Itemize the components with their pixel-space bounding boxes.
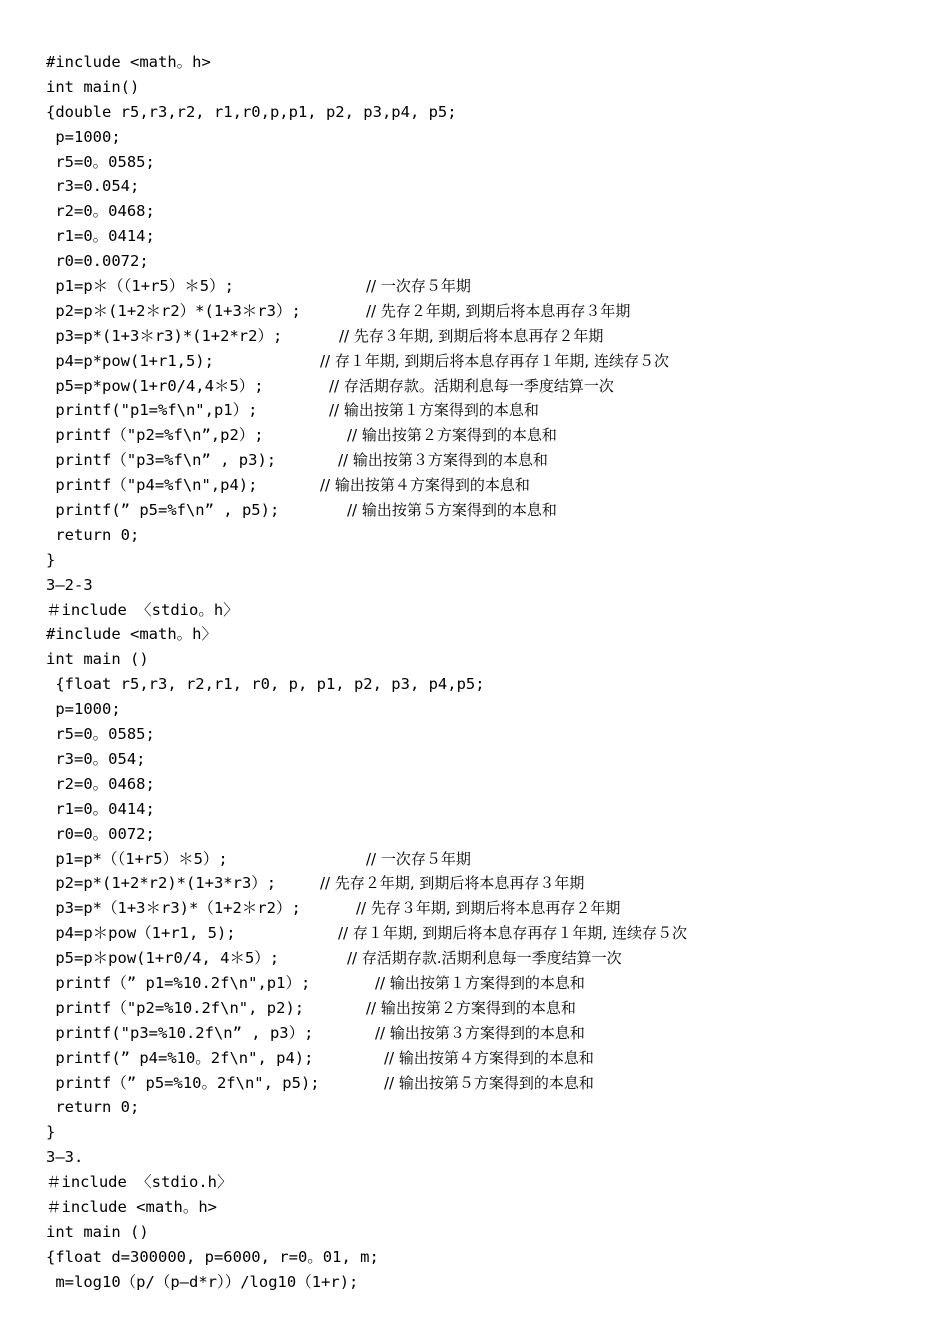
- code-text: int main (): [46, 1222, 149, 1241]
- code-text: r1=0。0414;: [46, 799, 155, 818]
- code-comment: // 输出按第４方案得到的本息和: [320, 476, 530, 495]
- code-line: [46, 598, 926, 623]
- code-text: #include <math。h>: [46, 53, 211, 71]
- code-line: [46, 1270, 926, 1295]
- code-line: [46, 448, 926, 473]
- code-text: printf（"p2=%10.2f\n", p2);: [46, 998, 305, 1017]
- code-text: p3=p*(1+3＊r3)*(1+2*r2）;: [46, 326, 283, 345]
- code-text: printf("p1=%f\n",p1）;: [46, 401, 258, 420]
- code-line: [46, 374, 926, 399]
- code-text: m=log10（p/（p—d*r））/log10（1+r);: [46, 1272, 359, 1291]
- code-text: printf（"p4=%f\n",p4);: [46, 476, 258, 495]
- code-line: [46, 1195, 926, 1220]
- code-line: [46, 697, 926, 722]
- code-text: r5=0。0585;: [46, 725, 155, 744]
- code-line: [46, 847, 926, 872]
- code-text: printf(” p4=%10。2f\n", p4);: [46, 1048, 314, 1067]
- code-comment: // 输出按第１方案得到的本息和: [375, 973, 585, 992]
- code-line: [46, 150, 926, 175]
- code-comment: // 输出按第５方案得到的本息和: [384, 1073, 594, 1092]
- code-line: [46, 573, 926, 598]
- code-text: p4=p*pow(1+r1,5);: [46, 351, 214, 370]
- code-document: [46, 50, 926, 1295]
- code-text: printf(” p5=%f\n” , p5);: [46, 501, 280, 520]
- code-text: r2=0。0468;: [46, 774, 155, 793]
- code-line: [46, 125, 926, 150]
- code-text: p5=p＊pow(1+r0/4, 4＊5）;: [46, 949, 280, 968]
- code-line: [46, 896, 926, 921]
- code-comment: // 输出按第１方案得到的本息和: [329, 401, 539, 420]
- code-comment: // 先存２年期, 到期后将本息再存３年期: [366, 301, 631, 320]
- code-line: [46, 1021, 926, 1046]
- code-text: p3=p*（1+3＊r3)*（1+2＊r2）;: [46, 899, 301, 918]
- code-line: [46, 1046, 926, 1071]
- code-line: [46, 249, 926, 274]
- code-line: [46, 946, 926, 971]
- code-text: int main (): [46, 650, 149, 669]
- code-line: [46, 1120, 926, 1145]
- code-text: }: [46, 1123, 56, 1142]
- code-text: printf("p3=%10.2f\n” , p3）;: [46, 1023, 314, 1042]
- code-comment: // 先存２年期, 到期后将本息再存３年期: [320, 874, 585, 893]
- code-text: p5=p*pow(1+r0/4,4＊5）;: [46, 376, 264, 395]
- code-line: [46, 772, 926, 797]
- code-line: [46, 548, 926, 573]
- code-line: [46, 921, 926, 946]
- code-text: {double r5,r3,r2, r1,r0,p,p1, p2, p3,p4, p5;: [46, 102, 457, 121]
- code-line: [46, 996, 926, 1021]
- code-text: printf（"p2=%f\n”,p2）;: [46, 426, 264, 445]
- code-line: [46, 398, 926, 423]
- code-line: [46, 1145, 926, 1170]
- code-text: r0=0.0072;: [46, 252, 149, 271]
- code-text: r1=0。0414;: [46, 227, 155, 246]
- code-text: p2=p＊(1+2＊r2）*(1+3＊r3）;: [46, 301, 301, 320]
- code-text: p=1000;: [46, 700, 121, 719]
- code-comment: // 存１年期, 到期后将本息存再存１年期, 连续存５次: [320, 351, 669, 370]
- code-text: }: [46, 550, 56, 569]
- code-comment: // 一次存５年期: [366, 849, 471, 868]
- code-text: #include <math。h〉: [46, 625, 217, 644]
- code-text: 3—2-3: [46, 575, 93, 594]
- code-comment: // 先存３年期, 到期后将本息再存２年期: [356, 899, 621, 918]
- code-line: [46, 1170, 926, 1195]
- code-line: [46, 199, 926, 224]
- code-text: r5=0。0585;: [46, 152, 155, 171]
- code-line: [46, 523, 926, 548]
- code-line: [46, 1245, 926, 1270]
- code-text: return 0;: [46, 525, 140, 544]
- code-comment: // 输出按第３方案得到的本息和: [338, 451, 548, 470]
- code-line: [46, 797, 926, 822]
- code-comment: // 输出按第２方案得到的本息和: [347, 426, 557, 445]
- code-line: [46, 822, 926, 847]
- code-line: [46, 174, 926, 199]
- code-comment: // 输出按第５方案得到的本息和: [347, 501, 557, 520]
- code-line: [46, 622, 926, 647]
- code-line: [46, 274, 926, 299]
- code-text: p=1000;: [46, 127, 121, 146]
- code-text: printf（” p5=%10。2f\n", p5);: [46, 1073, 320, 1092]
- code-comment: // 输出按第３方案得到的本息和: [375, 1023, 585, 1042]
- code-comment: // 存活期存款.活期利息每一季度结算一次: [347, 949, 622, 968]
- code-line: [46, 1220, 926, 1245]
- code-line: [46, 871, 926, 896]
- code-line: [46, 672, 926, 697]
- code-line: [46, 1071, 926, 1096]
- code-text: 3—3.: [46, 1148, 84, 1167]
- code-text: ＃include <math。h>: [46, 1197, 217, 1216]
- code-line: [46, 50, 926, 75]
- code-text: printf（"p3=%f\n” , p3);: [46, 451, 277, 470]
- code-text: p2=p*(1+2*r2)*(1+3*r3）;: [46, 874, 277, 893]
- code-line: [46, 747, 926, 772]
- code-comment: // 先存３年期, 到期后将本息再存２年期: [339, 326, 604, 345]
- code-line: [46, 498, 926, 523]
- code-text: p1=p＊（（1+r5）＊5）;: [46, 277, 234, 296]
- code-text: r3=0.054;: [46, 177, 140, 196]
- code-text: {float r5,r3, r2,r1, r0, p, p1, p2, p3, p4,p5;: [46, 675, 485, 694]
- code-line: [46, 971, 926, 996]
- code-line: [46, 423, 926, 448]
- code-text: p4=p＊pow（1+r1, 5);: [46, 924, 236, 943]
- code-comment: // 存１年期, 到期后将本息存再存１年期, 连续存５次: [338, 924, 687, 943]
- code-line: [46, 299, 926, 324]
- code-line: [46, 1095, 926, 1120]
- code-text: int main(): [46, 77, 140, 96]
- code-text: r0=0。0072;: [46, 824, 155, 843]
- code-line: [46, 224, 926, 249]
- code-line: [46, 722, 926, 747]
- code-text: p1=p*（（1+r5）＊5）;: [46, 849, 228, 868]
- code-line: [46, 647, 926, 672]
- code-line: [46, 324, 926, 349]
- code-line: [46, 75, 926, 100]
- code-comment: // 输出按第２方案得到的本息和: [366, 998, 576, 1017]
- code-comment: // 一次存５年期: [366, 277, 471, 296]
- code-text: printf（” p1=%10.2f\n",p1）;: [46, 973, 311, 992]
- code-text: ＃include 〈stdio。h〉: [46, 600, 239, 619]
- code-text: return 0;: [46, 1098, 140, 1117]
- code-text: r3=0。054;: [46, 749, 146, 768]
- code-comment: // 存活期存款。活期利息每一季度结算一次: [329, 376, 614, 395]
- code-line: [46, 349, 926, 374]
- code-text: {float d=300000, p=6000, r=0。01, m;: [46, 1247, 379, 1266]
- code-text: r2=0。0468;: [46, 202, 155, 221]
- code-line: [46, 100, 926, 125]
- code-text: ＃include 〈stdio.h〉: [46, 1173, 233, 1192]
- code-line: [46, 473, 926, 498]
- code-comment: // 输出按第４方案得到的本息和: [384, 1048, 594, 1067]
